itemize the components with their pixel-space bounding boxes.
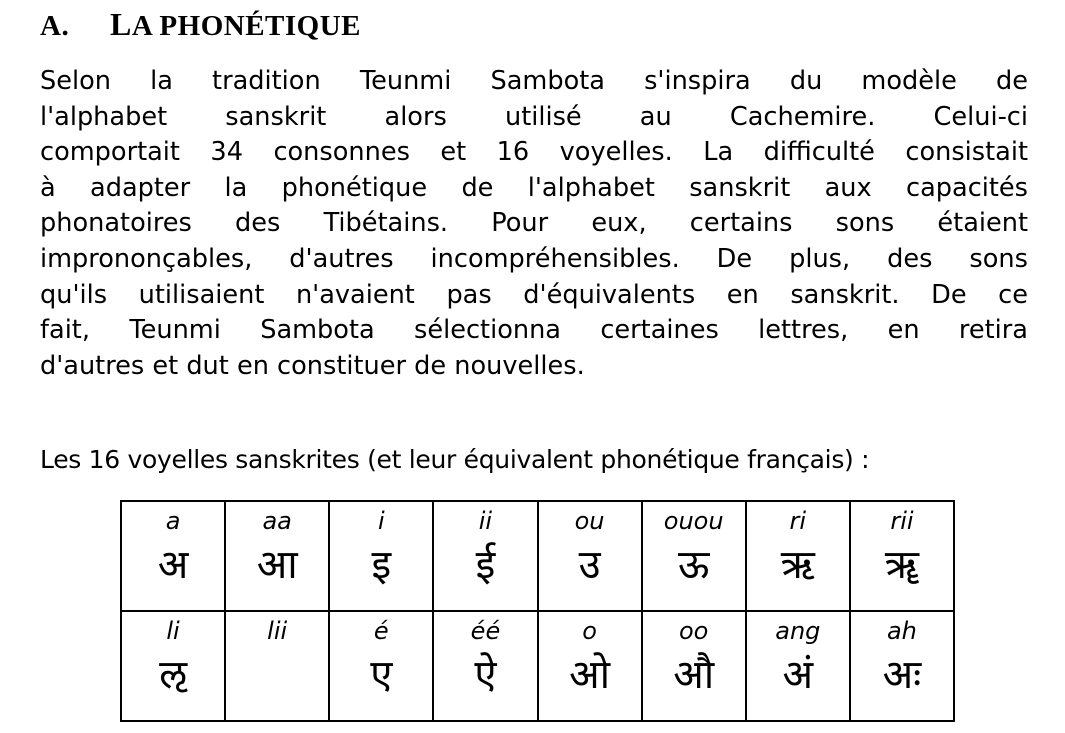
vowel-devanagari: उ <box>578 542 601 588</box>
vowel-devanagari: ॠ <box>884 542 919 588</box>
vowel-cell <box>642 501 746 611</box>
vowel-transliteration: li <box>166 617 180 645</box>
vowel-cell <box>850 501 954 611</box>
vowel-transliteration: a <box>165 507 181 535</box>
paragraph-line: phonatoires des Tibétains. Pour eux, certains sons étaient <box>40 208 1028 239</box>
vowel-transliteration: éé <box>470 617 501 645</box>
vowel-devanagari: अ <box>157 542 189 588</box>
vowel-transliteration: aa <box>262 507 292 535</box>
vowel-table <box>120 500 955 722</box>
vowel-cell <box>225 611 329 721</box>
vowel-transliteration: ouou <box>663 507 724 535</box>
vowel-row <box>121 611 954 721</box>
vowel-devanagari: ए <box>370 652 393 698</box>
vowel-devanagari: आ <box>256 542 298 588</box>
vowel-table-caption: Les 16 voyelles sanskrites (et leur équivalent phonétique français) : <box>40 445 870 474</box>
vowel-cell <box>433 501 537 611</box>
vowel-devanagari: अः <box>882 652 922 698</box>
vowel-transliteration: ii <box>478 507 493 535</box>
vowel-devanagari: इ <box>371 542 392 588</box>
section-number: A. <box>40 10 70 42</box>
vowel-cell <box>850 611 954 721</box>
intro-paragraph <box>40 64 1028 384</box>
vowel-cell <box>538 501 642 611</box>
vowel-devanagari: ऐ <box>474 652 497 698</box>
vowel-cell <box>746 501 850 611</box>
vowel-cell <box>225 501 329 611</box>
section-heading <box>40 6 361 43</box>
vowel-cell <box>642 611 746 721</box>
vowel-devanagari: ऋ <box>780 542 815 588</box>
vowel-transliteration: lii <box>267 617 288 645</box>
paragraph-line: comportait 34 consonnes et 16 voyelles. La difficulté consistait <box>40 137 1028 168</box>
vowel-transliteration: ah <box>886 617 917 645</box>
paragraph-line: fait, Teunmi Sambota sélectionna certaines lettres, en retira <box>40 315 1028 346</box>
vowel-transliteration: é <box>373 617 389 645</box>
vowel-row <box>121 501 954 611</box>
paragraph-line: l'alphabet sanskrit alors utilisé au Cachemire. Celui-ci <box>40 101 1028 132</box>
paragraph-line: d'autres et dut en constituer de nouvelles. <box>40 350 585 381</box>
vowel-cell <box>329 611 433 721</box>
section-title-rest: A PHONÉTIQUE <box>131 10 362 42</box>
vowel-cell <box>329 501 433 611</box>
paragraph-line: qu'ils utilisaient n'avaient pas d'équivalents en sanskrit. De ce <box>40 279 1028 310</box>
vowel-transliteration: ri <box>789 507 807 535</box>
vowel-devanagari: ओ <box>569 652 611 698</box>
vowel-transliteration: ou <box>574 507 605 535</box>
vowel-cell <box>121 611 225 721</box>
vowel-cell <box>121 501 225 611</box>
vowel-devanagari: अं <box>782 652 814 698</box>
vowel-cell <box>433 611 537 721</box>
section-title-initial: L <box>110 6 132 42</box>
vowel-devanagari: ऌ <box>159 652 188 698</box>
vowel-devanagari: औ <box>673 652 715 698</box>
paragraph-line: Selon la tradition Teunmi Sambota s'inspira du modèle de <box>40 66 1028 96</box>
vowel-transliteration: o <box>582 617 597 645</box>
vowel-transliteration: i <box>377 507 385 535</box>
vowel-devanagari: ई <box>475 542 496 588</box>
vowel-transliteration: oo <box>679 617 709 645</box>
paragraph-line: à adapter la phonétique de l'alphabet sanskrit aux capacités <box>40 172 1028 203</box>
paragraph-line: imprononçables, d'autres incompréhensibles. De plus, des sons <box>40 243 1028 274</box>
vowel-cell <box>746 611 850 721</box>
vowel-transliteration: rii <box>890 507 914 535</box>
vowel-transliteration: ang <box>775 617 821 645</box>
vowel-devanagari: ऊ <box>677 542 710 588</box>
vowel-cell <box>538 611 642 721</box>
